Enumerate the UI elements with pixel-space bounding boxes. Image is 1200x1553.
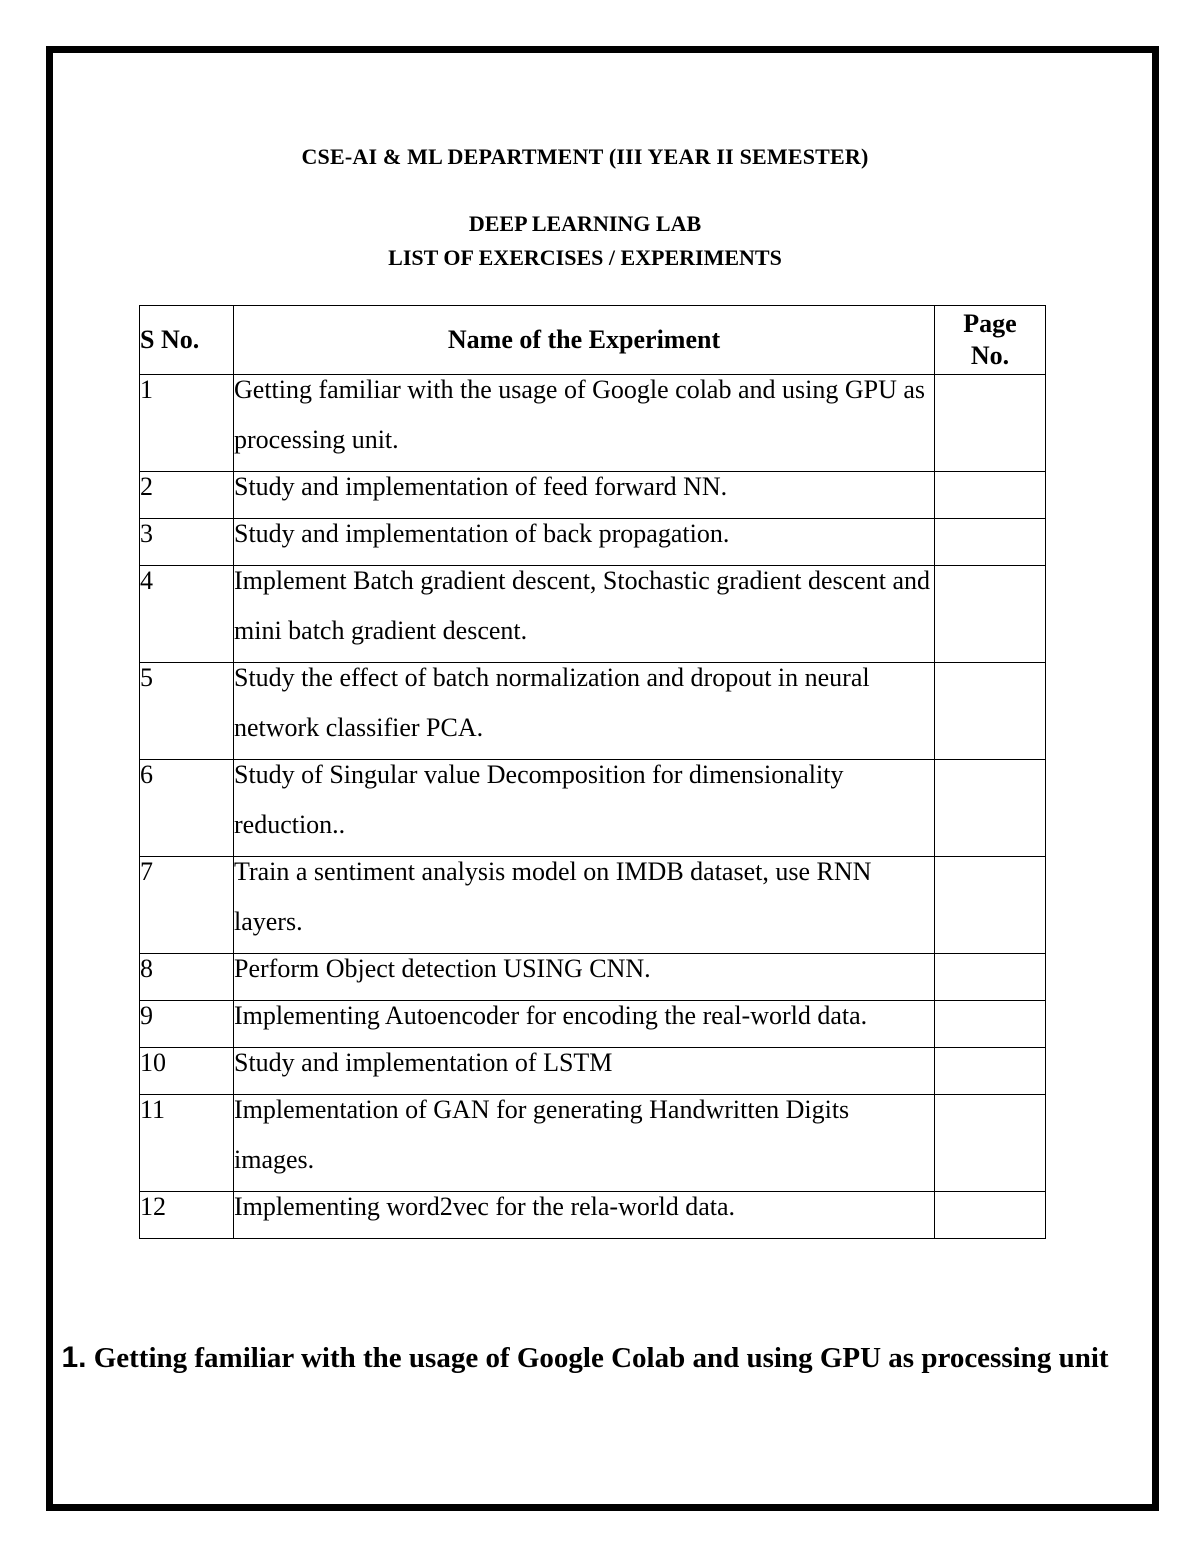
cell-experiment-name <box>234 663 935 760</box>
cell-sno: 3 <box>140 519 234 566</box>
cell-experiment-name <box>234 1095 935 1192</box>
experiment-name-text: Implementation of GAN for generating Handwritten Digits images. <box>234 1095 850 1174</box>
experiment-name-text: Study and implementation of LSTM <box>234 1048 613 1077</box>
cell-sno: 2 <box>140 472 234 519</box>
cell-page-no <box>935 566 1046 663</box>
cell-sno: 7 <box>140 857 234 954</box>
cell-page-no <box>935 1192 1046 1239</box>
header-page-line2: No. <box>970 341 1010 370</box>
cell-sno: 11 <box>140 1095 234 1192</box>
cell-page-no <box>935 1095 1046 1192</box>
table-row <box>140 760 1046 857</box>
header-page <box>935 306 1046 375</box>
experiment-name-text: Implement Batch gradient descent, Stochastic gradient descent and mini batch gradient descent. <box>234 566 930 645</box>
table-row <box>140 375 1046 472</box>
cell-sno: 1 <box>140 375 234 472</box>
header-sno: S No. <box>140 306 234 375</box>
cell-page-no <box>935 857 1046 954</box>
cell-sno: 5 <box>140 663 234 760</box>
table-row <box>140 1192 1046 1239</box>
section-title-text: Getting familiar with the usage of Google Colab and using GPU as processing unit <box>93 1342 1109 1374</box>
table-row <box>140 1095 1046 1192</box>
table-row <box>140 566 1046 663</box>
section-number: 1. <box>61 1341 87 1374</box>
cell-sno: 12 <box>140 1192 234 1239</box>
cell-page-no <box>935 760 1046 857</box>
lab-title: DEEP LEARNING LAB <box>468 211 702 236</box>
cell-page-no <box>935 954 1046 1001</box>
cell-page-no <box>935 375 1046 472</box>
experiment-name-text: Perform Object detection USING CNN. <box>234 954 651 983</box>
cell-experiment-name <box>234 566 935 663</box>
cell-sno: 4 <box>140 566 234 663</box>
cell-sno: 6 <box>140 760 234 857</box>
cell-sno: 8 <box>140 954 234 1001</box>
list-title: LIST OF EXERCISES / EXPERIMENTS <box>388 245 782 270</box>
experiment-name-text: Implementing Autoencoder for encoding the real-world data. <box>234 1001 868 1030</box>
experiment-name-text: Study and implementation of feed forward NN. <box>234 472 728 501</box>
cell-page-no <box>935 1048 1046 1095</box>
cell-sno: 9 <box>140 1001 234 1048</box>
table-row <box>140 857 1046 954</box>
header-page-line1: Page <box>963 309 1017 338</box>
cell-experiment-name <box>234 760 935 857</box>
experiments-table <box>139 305 1046 1239</box>
experiment-name-text: Train a sentiment analysis model on IMDB dataset, use RNN layers. <box>234 857 872 936</box>
experiment-name-text: Getting familiar with the usage of Google colab and using GPU as processing unit. <box>234 375 926 454</box>
department-heading: CSE-AI & ML DEPARTMENT (III YEAR II SEMESTER) <box>301 144 869 169</box>
cell-page-no <box>935 519 1046 566</box>
cell-sno: 10 <box>140 1048 234 1095</box>
table-body <box>140 375 1046 1239</box>
cell-page-no <box>935 1001 1046 1048</box>
cell-experiment-name <box>234 857 935 954</box>
experiment-name-text: Implementing word2vec for the rela-world data. <box>234 1192 736 1221</box>
lab-heading <box>0 207 1170 275</box>
table-row <box>140 663 1046 760</box>
cell-page-no <box>935 472 1046 519</box>
cell-experiment-name <box>234 1192 935 1239</box>
experiment-name-text: Study the effect of batch normalization and dropout in neural network classifier PCA. <box>234 663 870 742</box>
experiment-name-text: Study of Singular value Decomposition for dimensionality reduction.. <box>234 760 844 839</box>
experiment-name-text: Study and implementation of back propagation. <box>234 519 730 548</box>
cell-experiment-name <box>234 375 935 472</box>
header-name: Name of the Experiment <box>234 306 935 375</box>
section-heading <box>0 1340 1170 1376</box>
cell-page-no <box>935 663 1046 760</box>
